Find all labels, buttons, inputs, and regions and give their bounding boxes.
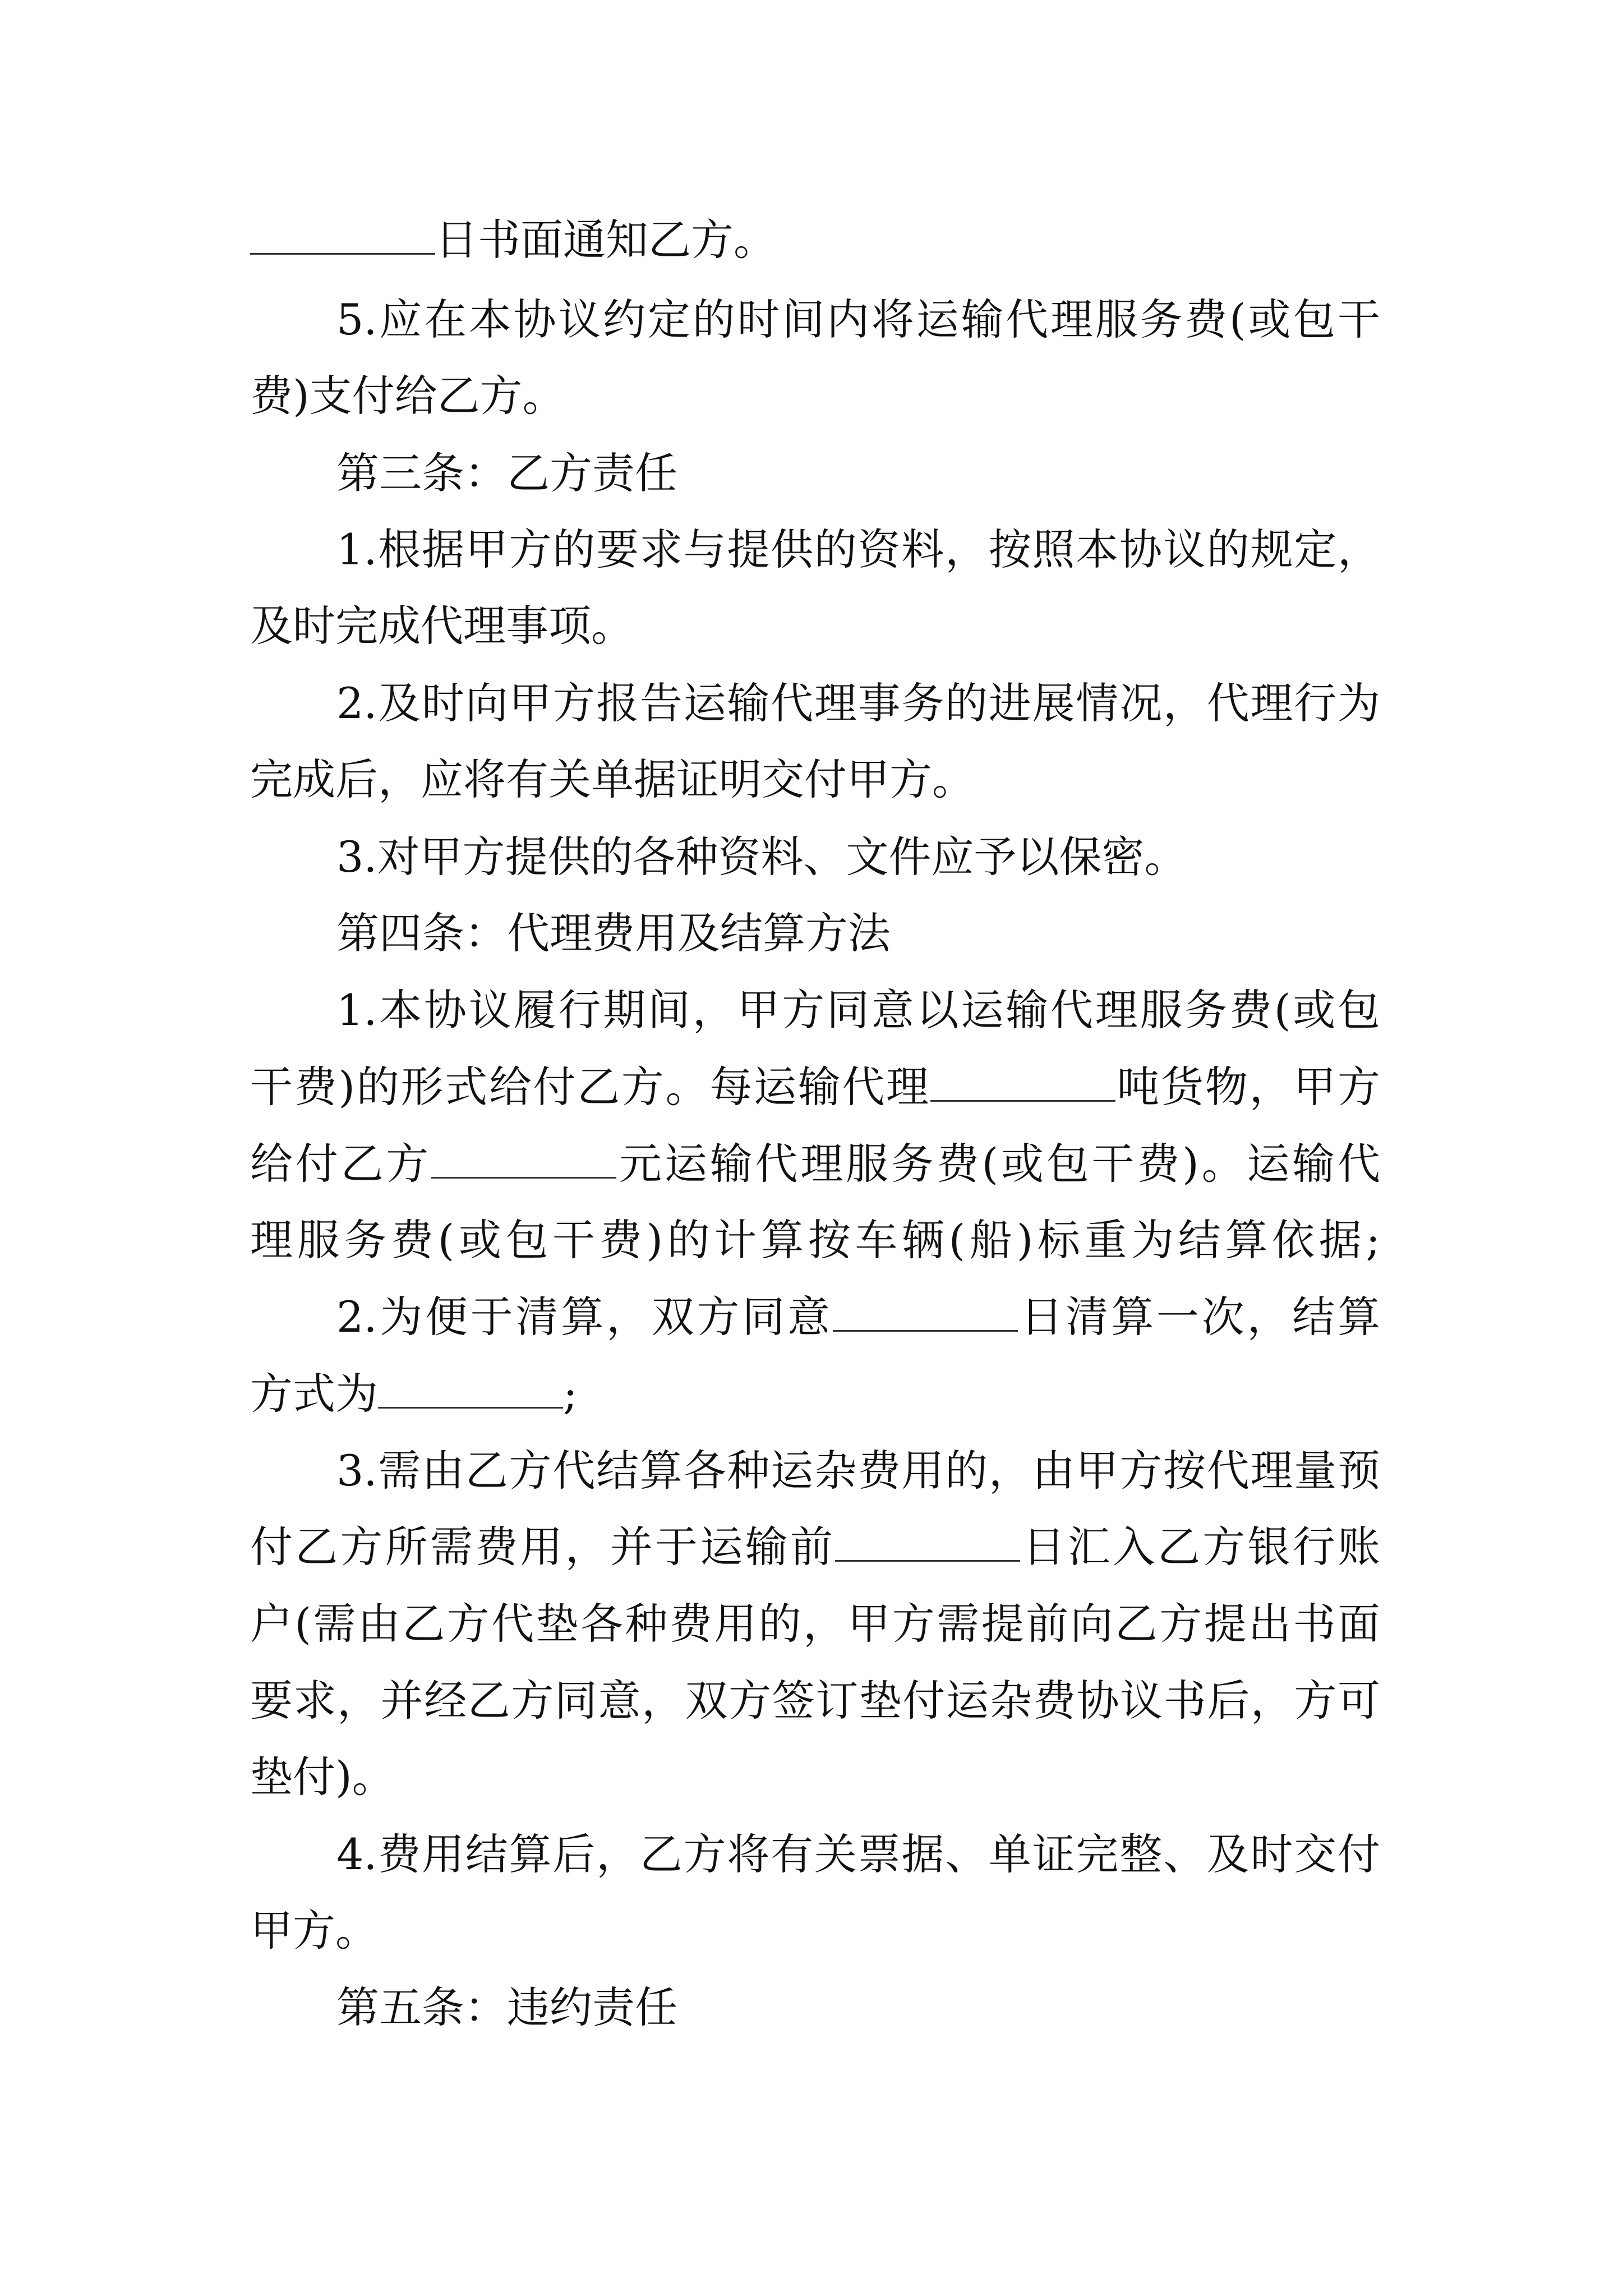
fill-in-blank[interactable] — [835, 1521, 1020, 1562]
text-line: 理服务费(或包干费)的计算按车辆(船)标重为结算依据; — [250, 1215, 1380, 1265]
fill-in-blank[interactable] — [431, 1138, 616, 1179]
line-text: 给付乙方 — [250, 1139, 432, 1189]
text-line: 3.对甲方提供的各种资料、文件应予以保密。 — [336, 832, 1187, 882]
text-line — [250, 213, 1380, 267]
line-text: 付乙方所需费用，并于运输前 — [250, 1522, 836, 1572]
line-text: 日清算一次，结算 — [1017, 1292, 1381, 1342]
text-line: 完成后，应将有关单据证明交付甲方。 — [250, 754, 975, 804]
text-line: 2.及时向甲方报告运输代理事务的进展情况，代理行为 — [336, 678, 1380, 728]
text-line: 费)支付给乙方。 — [250, 371, 565, 421]
line-text: 日书面通知乙方。 — [435, 215, 776, 265]
text-line: 及时完成代理事项。 — [250, 601, 634, 651]
line-text: 日汇入乙方银行账 — [1020, 1522, 1381, 1572]
text-line: 户(需由乙方代垫各种费用的，甲方需提前向乙方提出书面 — [250, 1599, 1380, 1649]
text-line: 4.费用结算后，乙方将有关票据、单证完整、及时交付 — [336, 1829, 1380, 1879]
text-line — [250, 1060, 1380, 1114]
line-text: 干费)的形式给付乙方。每运输代理 — [250, 1062, 930, 1112]
text-line: 甲方。 — [250, 1906, 378, 1955]
text-line — [250, 1520, 1380, 1574]
line-text: 2.为便于清算，双方同意 — [336, 1292, 833, 1342]
text-line: 3.需由乙方代结算各种运杂费用的，由甲方按代理量预 — [336, 1446, 1380, 1496]
line-text: 吨货物，甲方 — [1115, 1062, 1380, 1112]
fill-in-blank[interactable] — [930, 1061, 1115, 1102]
text-line: 1.根据甲方的要求与提供的资料，按照本协议的规定， — [336, 524, 1380, 574]
fill-in-blank[interactable] — [833, 1291, 1018, 1332]
section-heading: 第三条：乙方责任 — [336, 448, 677, 498]
section-heading: 第五条：违约责任 — [336, 1982, 677, 2032]
text-line: 1.本协议履行期间，甲方同意以运输代理服务费(或包 — [336, 985, 1380, 1035]
line-text: 元运输代理服务费(或包干费)。运输代 — [616, 1139, 1380, 1189]
text-line: 5.应在本协议约定的时间内将运输代理服务费(或包干 — [336, 295, 1380, 344]
text-line — [250, 1137, 1380, 1191]
line-text: ; — [563, 1369, 578, 1419]
text-line: 垫付)。 — [250, 1752, 395, 1802]
text-line: 要求，并经乙方同意，双方签订垫付运杂费协议书后，方可 — [250, 1676, 1380, 1726]
section-heading: 第四条：代理费用及结算方法 — [336, 908, 891, 958]
text-line — [250, 1367, 1380, 1421]
line-text: 方式为 — [250, 1369, 378, 1419]
fill-in-blank[interactable] — [378, 1368, 563, 1409]
fill-in-blank[interactable] — [250, 214, 435, 255]
text-line — [336, 1290, 1380, 1344]
